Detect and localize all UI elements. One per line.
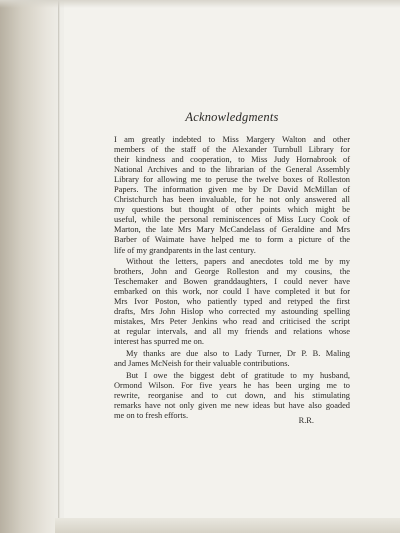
page-bottom-edge [55,518,400,533]
text-line: Library for allowing me to peruse the twelve boxes of Rolleston [114,175,350,185]
text-line: members of the staff of the Alexander Turnbull Library for [114,145,350,155]
signature-initials: R.R. [298,416,314,425]
top-shadow [0,0,400,8]
text-line: Marton, the late Mrs Mary McCandelass of Geraldine and Mrs [114,225,350,235]
text-line: My thanks are due also to Lady Turner, Dr P. B. Maling [126,348,350,358]
text-line: National Archives and to the librarian of the General Assembly [114,165,350,175]
text-line: Christchurch has been invaluable, for he not only answered all [114,195,350,205]
text-line: their kindness and cooperation, to Miss Judy Hornabrook of [114,155,350,165]
text-line: Ormond Wilson. For five years he has been urging me to [114,380,350,390]
text-line: and James McNeish for their valuable contributions. [114,359,290,369]
text-line: rewrite, reorganise and to cut down, and his stimulating [114,390,350,400]
text-line: Mrs Ivor Poston, who patiently typed and retyped the first [114,297,350,307]
text-line: interest has spurred me on. [114,337,205,347]
text-line: embarked on this work, nor could I have completed it but for [114,287,350,297]
text-line: my questions but thought of other points which might be [114,205,350,215]
text-line: at regular intervals, and all my friends and relations whose [114,327,350,337]
text-line: brothers, John and George Rolleston and my cousins, the [114,267,350,277]
text-line: life of my grandparents in the last century. [114,245,256,255]
book-spine-shadow [0,0,62,533]
text-line: But I owe the biggest debt of gratitude to my husband, [126,370,350,380]
text-line: Teschemaker and Bowen granddaughters, I could never have [114,277,350,287]
text-line: Papers. The information given me by Dr David McMillan of [114,185,350,195]
acknowledgments-body [114,135,350,421]
text-line: Without the letters, papers and anecdotes told me by my [126,257,350,267]
text-line: remarks have not only given me new ideas but have also goaded [114,400,350,410]
page-title: Acknowledgments [185,110,279,124]
text-line: useful, while the personal reminiscences of Miss Lucy Cook of [114,215,350,225]
text-line: mistakes, Mrs Peter Jenkins who read and criticised the script [114,317,350,327]
gutter-line [58,0,60,533]
text-line: me on to fresh efforts. [114,410,189,420]
text-line: drafts, Mrs John Hislop who corrected my astounding spelling [114,307,350,317]
text-line: I am greatly indebted to Miss Margery Walton and other [114,135,350,144]
text-line: Barber of Waimate have helped me to form a picture of the [114,235,350,245]
